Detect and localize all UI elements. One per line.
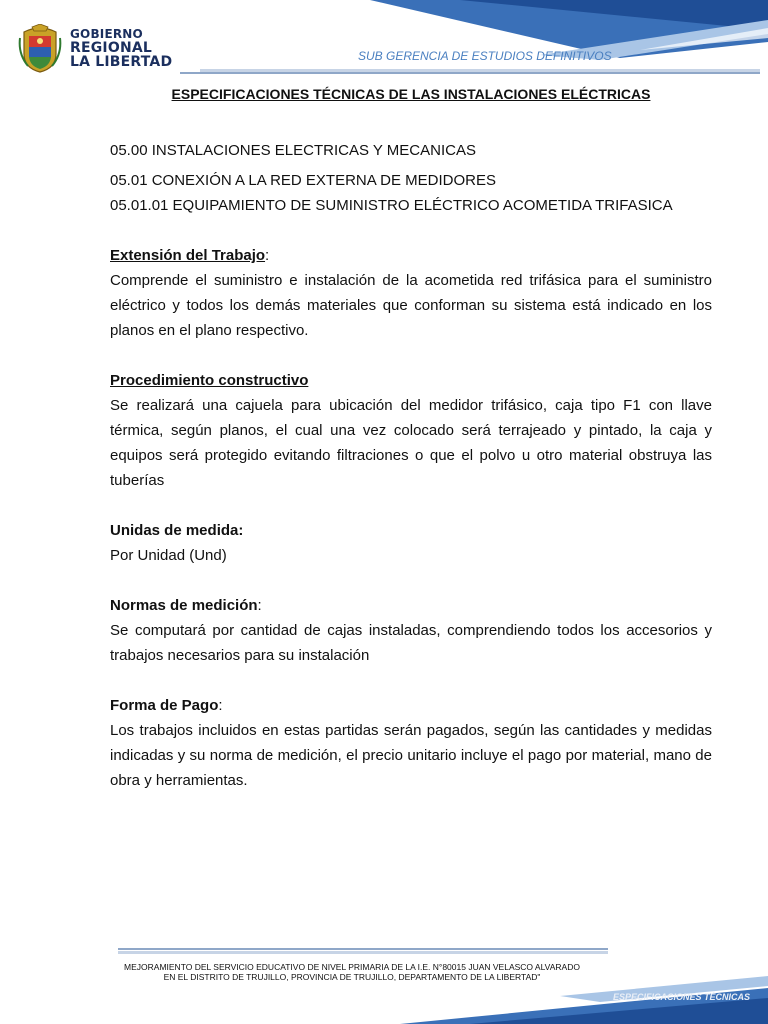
pago-body: Los trabajos incluidos en estas partidas serán pagados, según las cantidades y medidas indicadas y su norma de medición, el precio unitario incluye el pago por material, mano de obra y herramientas. <box>110 722 712 789</box>
coat-of-arms-icon <box>18 24 62 74</box>
unidad-body: Por Unidad (Und) <box>110 547 227 564</box>
item-code-05-00: 05.00 INSTALACIONES ELECTRICAS Y MECANICAS <box>110 142 476 159</box>
footer-project-title <box>0 962 704 982</box>
procedimiento-heading: Procedimiento constructivo <box>110 372 309 389</box>
document-title: ESPECIFICACIONES TÉCNICAS DE LAS INSTALACIONES ELÉCTRICAS <box>171 86 651 102</box>
logo-line-3: LA LIBERTAD <box>70 54 173 70</box>
logo-line-1: GOBIERNO <box>70 27 143 41</box>
extension-heading: Extensión del Trabajo: <box>110 247 270 264</box>
logo-line-2: REGIONAL <box>70 40 153 56</box>
footer-section-label: ESPECIFICACIONES TÉCNICAS <box>612 992 750 1002</box>
normas-body: Se computará por cantidad de cajas instaladas, comprendiendo todos los accesorios y trabajos necesarios para su instalación <box>110 622 712 664</box>
footer-project-line-2: EN EL DISTRITO DE TRUJILLO, PROVINCIA DE TRUJILLO, DEPARTAMENTO DE LA LIBERTAD" <box>163 972 541 982</box>
footer-project-line-1: MEJORAMIENTO DEL SERVICIO EDUCATIVO DE NIVEL PRIMARIA DE LA I.E. N°80015 JUAN VELASCO ALVARADO <box>124 962 580 972</box>
document-body <box>110 138 712 793</box>
item-code-05-01: 05.01 CONEXIÓN A LA RED EXTERNA DE MEDIDORES <box>110 172 496 189</box>
logo-wordmark <box>70 28 172 69</box>
unidad-heading: Unidas de medida: <box>110 522 244 539</box>
item-code-05-01-01: 05.01.01 EQUIPAMIENTO DE SUMINISTRO ELÉCTRICO ACOMETIDA TRIFASICA <box>110 197 673 214</box>
normas-heading: Normas de medición: <box>110 597 262 614</box>
extension-body: Comprende el suministro e instalación de la acometida red trifásica para el suministro eléctrico y todos los demás materiales que conforman su sistema está indicado en los planos en el plano respectivo. <box>110 272 712 339</box>
procedimiento-body: Se realizará una cajuela para ubicación del medidor trifásico, caja tipo F1 con llave térmica, según planos, el cual una vez colocado será terrajeado y pintado, la caja y equipos será protegido evitando filtraciones o que el polvo u otro material obstruya las tuberías <box>110 397 712 489</box>
gobierno-regional-logo <box>18 24 188 76</box>
pago-heading: Forma de Pago: <box>110 697 223 714</box>
header-subgerencia: SUB GERENCIA DE ESTUDIOS DEFINITIVOS <box>358 49 612 63</box>
